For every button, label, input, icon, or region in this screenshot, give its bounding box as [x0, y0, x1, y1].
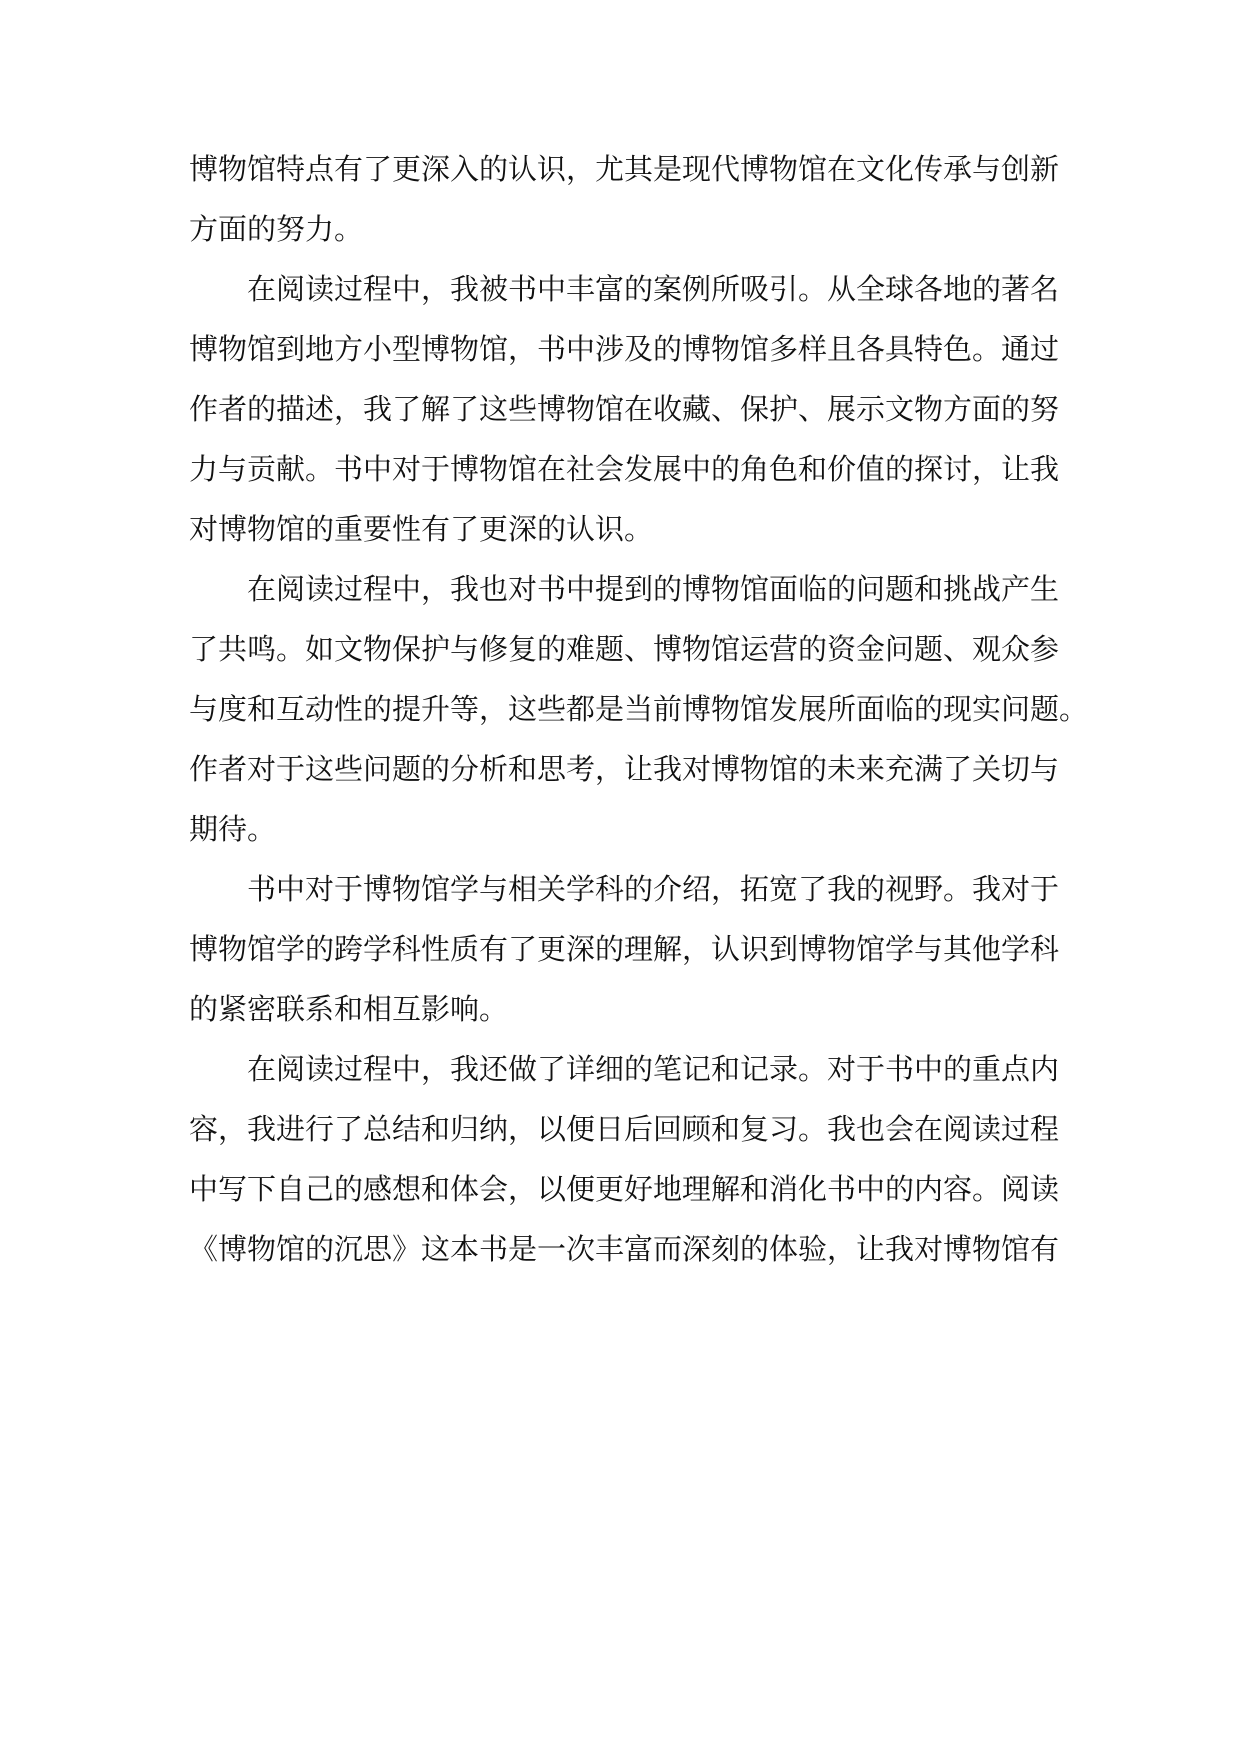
paragraph-first-line: 在阅读过程中，我也对书中提到的博物馆面临的问题和挑战产生: [247, 572, 1060, 606]
text-line: 作者的描述，我了解了这些博物馆在收藏、保护、展示文物方面的努: [189, 392, 1060, 426]
text-line: 作者对于这些问题的分析和思考，让我对博物馆的未来充满了关切与: [189, 752, 1060, 786]
text-line: 中写下自己的感想和体会，以便更好地理解和消化书中的内容。阅读: [189, 1172, 1060, 1206]
text-line: 期待。: [189, 812, 277, 846]
text-line: 博物馆学的跨学科性质有了更深的理解，认识到博物馆学与其他学科: [189, 932, 1060, 966]
text-line: 方面的努力。: [189, 212, 364, 246]
paragraph-first-line: 在阅读过程中，我被书中丰富的案例所吸引。从全球各地的著名: [247, 272, 1060, 306]
paragraph-first-line: 书中对于博物馆学与相关学科的介绍，拓宽了我的视野。我对于: [247, 872, 1060, 906]
text-line: 的紧密联系和相互影响。: [189, 992, 509, 1026]
paragraph-first-line: 在阅读过程中，我还做了详细的笔记和记录。对于书中的重点内: [247, 1052, 1060, 1086]
text-line: 博物馆特点有了更深入的认识，尤其是现代博物馆在文化传承与创新: [189, 152, 1060, 186]
text-line: 力与贡献。书中对于博物馆在社会发展中的角色和价值的探讨，让我: [189, 452, 1060, 486]
body-text: [189, 139, 1089, 1279]
text-line: 了共鸣。如文物保护与修复的难题、博物馆运营的资金问题、观众参: [189, 632, 1060, 666]
text-line: 容，我进行了总结和归纳，以便日后回顾和复习。我也会在阅读过程: [189, 1112, 1060, 1146]
text-line: 博物馆到地方小型博物馆，书中涉及的博物馆多样且各具特色。通过: [189, 332, 1060, 366]
text-line: 《博物馆的沉思》这本书是一次丰富而深刻的体验，让我对博物馆有: [189, 1232, 1060, 1266]
text-line: 与度和互动性的提升等，这些都是当前博物馆发展所面临的现实问题。: [189, 692, 1089, 726]
text-line: 对博物馆的重要性有了更深的认识。: [189, 512, 654, 546]
